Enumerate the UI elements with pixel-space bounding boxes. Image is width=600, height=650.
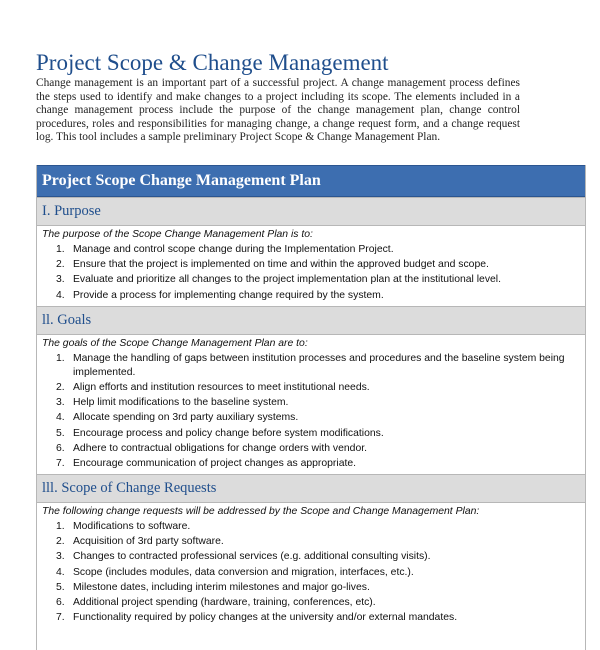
list-item: 4. Scope (includes modules, data conversion and migration, interfaces, etc.). (56, 566, 414, 578)
list-item: 4. Allocate spending on 3rd party auxiliary systems. (56, 412, 299, 424)
list-item: 3. Help limit modifications to the baseline system. (56, 397, 289, 409)
section-body-scope (37, 503, 585, 628)
purpose-list (37, 243, 585, 303)
section-lead: The following change requests will be addressed by the Scope and Change Management Plan: (42, 506, 480, 518)
list-item: 4. Provide a process for implementing change required by the system. (56, 289, 384, 301)
list-item: 1. Manage and control scope change during the Implementation Project. (56, 244, 394, 255)
section-body-goals (37, 335, 585, 474)
list-item: 2. Align efforts and institution resources to meet institutional needs. (56, 381, 370, 393)
plan-title: Project Scope Change Management Plan (37, 165, 585, 197)
goals-list (37, 352, 585, 471)
list-item: 1. Manage the handling of gaps between institution processes and procedures and the baseline system being implemented. (56, 352, 565, 378)
list-item: 1. Modifications to software. (56, 521, 191, 533)
list-item: 5. Encourage process and policy change before system modifications. (56, 427, 384, 439)
section-lead: The goals of the Scope Change Management Plan are to: (42, 337, 308, 349)
list-item: 2. Ensure that the project is implemented on time and within the approved budget and scope. (56, 259, 489, 271)
scope-list (37, 520, 585, 625)
section-body-purpose (37, 226, 585, 306)
list-item: 7. Encourage communication of project changes as appropriate. (56, 457, 357, 469)
plan-table (36, 165, 586, 650)
list-item: 6. Adhere to contractual obligations for change orders with vendor. (56, 442, 368, 454)
list-item: 6. Additional project spending (hardware, training, conferences, etc). (56, 597, 376, 608)
document-title: Project Scope & Change Management (36, 50, 389, 75)
list-item: 3. Evaluate and prioritize all changes to the project implementation plan at the institutional level. (56, 274, 502, 286)
section-heading-goals: ll. Goals (37, 306, 585, 335)
list-item: 7. Functionality required by policy changes at the university and/or external mandates. (56, 612, 458, 624)
list-item: 3. Changes to contracted professional services (e.g. additional consulting visits). (56, 551, 431, 563)
section-lead: The purpose of the Scope Change Management Plan is to: (42, 229, 313, 240)
intro-paragraph: Change management is an important part of a successful project. A change management process defines the steps used to identify and make changes to a project including its scope. The elements included in a change management process include the purpose of the change management plan, change control procedures, roles and responsibilities for managing change, a change request form, and a change request log. This tool includes a sample preliminary Project Scope & Change Management Plan. (36, 77, 520, 144)
list-item: 5. Milestone dates, including interim milestones and major go-lives. (56, 581, 370, 593)
list-item: 2. Acquisition of 3rd party software. (56, 536, 224, 548)
section-heading-scope: lll. Scope of Change Requests (37, 474, 585, 503)
section-heading-purpose: I. Purpose (37, 197, 585, 226)
